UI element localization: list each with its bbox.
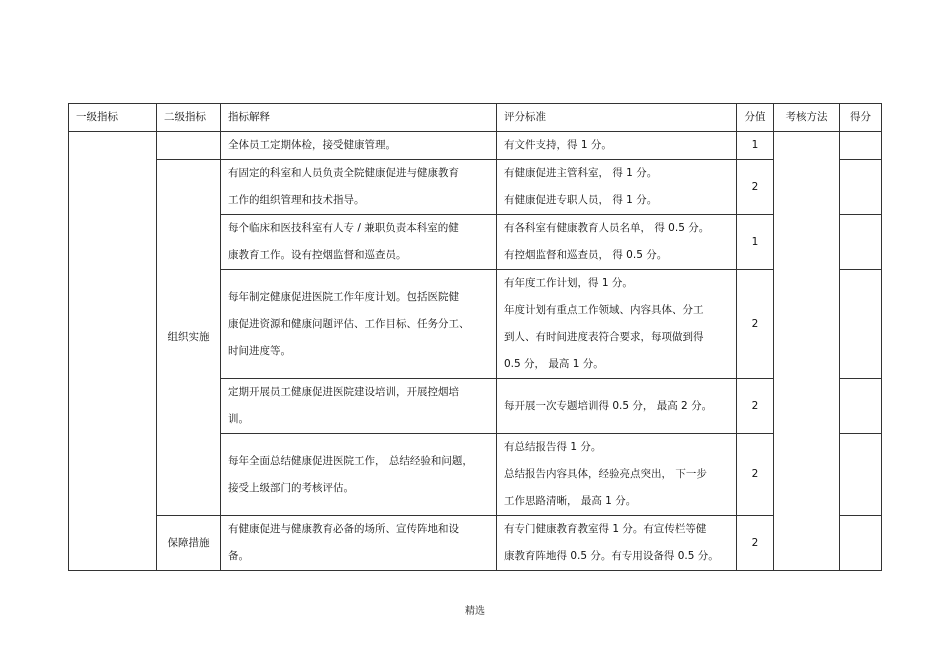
got-cell xyxy=(840,270,882,379)
got-cell xyxy=(840,434,882,516)
header-level1: 一级指标 xyxy=(69,104,157,132)
got-cell xyxy=(840,215,882,270)
header-method: 考核方法 xyxy=(774,104,840,132)
explain-cell: 每年全面总结健康促进医院工作， 总结经验和问题， 接受上级部门的考核评估。 xyxy=(221,434,497,516)
level2-cell xyxy=(157,132,221,160)
page-footer: 精选 xyxy=(465,606,485,617)
score-cell: 2 xyxy=(737,516,774,571)
table-header-row xyxy=(69,104,882,132)
table-row xyxy=(69,516,882,571)
explain-cell: 每年制定健康促进医院工作年度计划。包括医院健 康促进资源和健康问题评估、工作目标、任务分工、 时间进度等。 xyxy=(221,270,497,379)
header-explain: 指标解释 xyxy=(221,104,497,132)
standard-cell: 有文件支持，得 1 分。 xyxy=(497,132,737,160)
explain-cell: 有健康促进与健康教育必备的场所、宣传阵地和设 备。 xyxy=(221,516,497,571)
got-cell xyxy=(840,160,882,215)
header-got: 得分 xyxy=(840,104,882,132)
group-guarantee: 保障措施 xyxy=(157,516,221,571)
score-cell: 2 xyxy=(737,270,774,379)
score-cell: 2 xyxy=(737,434,774,516)
header-level2: 二级指标 xyxy=(157,104,221,132)
explain-cell: 定期开展员工健康促进医院建设培训，开展控烟培 训。 xyxy=(221,379,497,434)
explain-cell: 每个临床和医技科室有人专 / 兼职负责本科室的健 康教育工作。设有控烟监督和巡查员。 xyxy=(221,215,497,270)
table-row xyxy=(69,160,882,215)
header-score: 分值 xyxy=(737,104,774,132)
standard-cell: 有健康促进主管科室， 得 1 分。 有健康促进专职人员， 得 1 分。 xyxy=(497,160,737,215)
score-cell: 1 xyxy=(737,132,774,160)
group-org: 组织实施 xyxy=(157,160,221,516)
got-cell xyxy=(840,379,882,434)
standard-cell: 有专门健康教育教室得 1 分。有宣传栏等健 康教育阵地得 0.5 分。有专用设备得 0.5 分。 xyxy=(497,516,737,571)
evaluation-table xyxy=(68,103,882,571)
standard-cell: 有各科室有健康教育人员名单， 得 0.5 分。 有控烟监督和巡查员， 得 0.5 分。 xyxy=(497,215,737,270)
standard-cell: 有年度工作计划，得 1 分。 年度计划有重点工作领域、内容具体、分工 到人、有时间进度表符合要求，每项做到得 0.5 分， 最高 1 分。 xyxy=(497,270,737,379)
method-cell xyxy=(774,132,840,571)
score-cell: 2 xyxy=(737,379,774,434)
level1-cell xyxy=(69,132,157,571)
explain-cell: 有固定的科室和人员负责全院健康促进与健康教育 工作的组织管理和技术指导。 xyxy=(221,160,497,215)
score-cell: 1 xyxy=(737,215,774,270)
header-standard: 评分标准 xyxy=(497,104,737,132)
score-cell: 2 xyxy=(737,160,774,215)
got-cell xyxy=(840,516,882,571)
table-row xyxy=(69,132,882,160)
standard-cell: 有总结报告得 1 分。 总结报告内容具体，经验亮点突出， 下一步 工作思路清晰， 最高 1 分。 xyxy=(497,434,737,516)
got-cell xyxy=(840,132,882,160)
standard-cell: 每开展一次专题培训得 0.5 分， 最高 2 分。 xyxy=(497,379,737,434)
explain-cell: 全体员工定期体检，接受健康管理。 xyxy=(221,132,497,160)
